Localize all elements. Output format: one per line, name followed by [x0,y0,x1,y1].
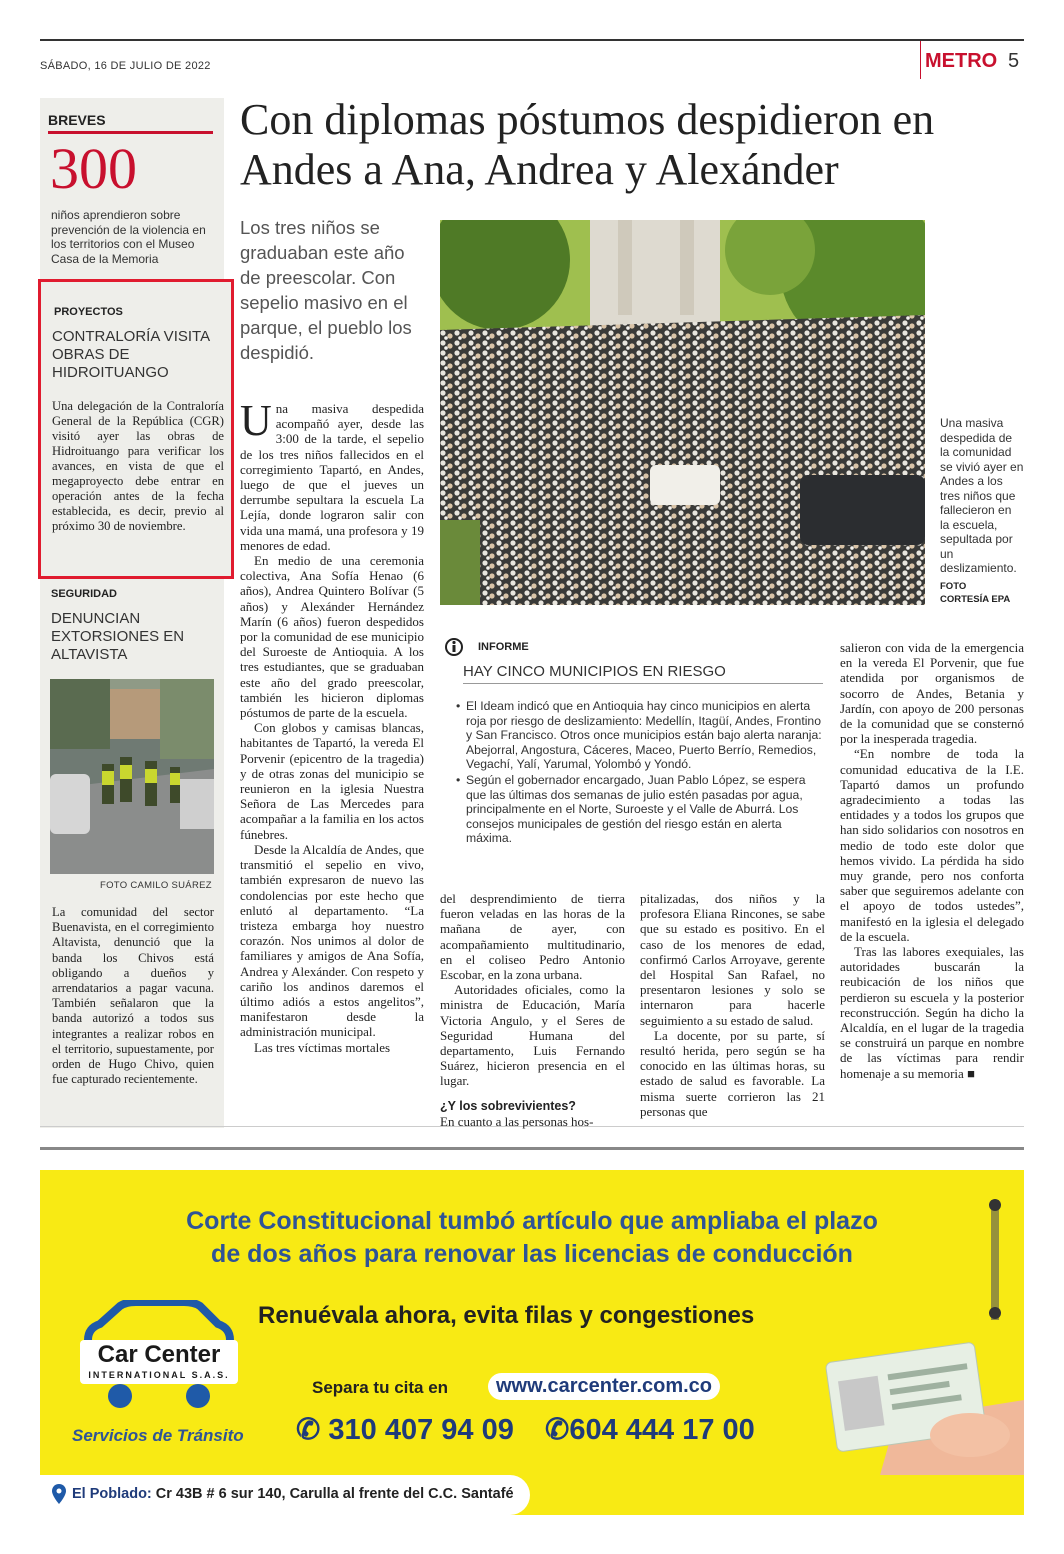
proyectos-text: Una delegación de la Contraloría General de la República (CGR) visitó ayer las obras de Hidroituango para verificar los avances, en vista de que el megaproyecto debe entrar en operación antes de la fecha establecida, es decir, previo al próximo 30 de noviembre. [52,399,224,533]
photo-caption: Una masiva despedida de la comunidad se vivió ayer en Andes a los tres niños que fallecieron en la escuela, sepultada por un deslizamiento. [940,416,1024,575]
paragraph: “En nombre de toda la comunidad educativa de la I.E. Tapartó damos un profundo agradecimiento a todas las entidades y a todos los grupos que han sido solidarios con nosotros en medio de todo este dolor que hemos vivido. La pérdida ha sido muy grande, pero nos conforta saber que seguiremos adelante con el apoyo de todos ustedes”, manifestó en la iglesia el delegado de la escuela. [840,746,1024,944]
photo-credit-label: FOTO [940,581,967,592]
page-number: 5 [1008,50,1020,72]
ad-address-label: El Poblado: [72,1486,152,1502]
ad-top-rule [40,1147,1024,1150]
article-deck: Los tres niños se graduaban este año de preescolar. Con sepelio masivo en el parque, el pueblo los despidió. [240,217,412,363]
location-pin-icon [52,1484,66,1504]
article-column-4 [840,640,1024,1081]
paragraph: na masiva despedida acompañó ayer, desde las 3:00 de la tarde, el sepelio de los tres niños fallecidos en el corregimiento Tapartó, en Andes, luego de que el jueves un derrumbe sepultara la escuela La Lejía, donde lograron salir con vida una mamá, una profesora y 19 menores de edad. [240,401,424,553]
ad-phone-number: 310 407 94 09 [328,1414,514,1446]
article-column-1 [240,396,424,1055]
seguridad-headline: DENUNCIAN EXTORSIONES EN ALTAVISTA [51,610,185,663]
ad-title-line: de dos años para renovar las licencias de conducción [211,1240,853,1268]
car-center-logo [80,1300,238,1420]
seguridad-photo [50,679,214,874]
main-photo-crowd [440,220,925,605]
ad-address [72,1486,514,1502]
informe-label: INFORME [478,641,529,653]
vigilado-supertransporte-seal [985,1195,1005,1325]
phone-icon: ✆ [545,1414,570,1446]
ad-url-link[interactable]: www.carcenter.com.co [488,1373,720,1400]
ad-servicios: Servicios de Tránsito [72,1426,244,1445]
paragraph: En cuanto a las personas hos- [440,1113,594,1129]
breves-label: BREVES [48,112,106,128]
article-headline: Con diplomas póstumos despidieron en Andes a Ana, Andrea y Alexánder [240,95,935,194]
ad-subtitle: Renuévala ahora, evita filas y congestiones [258,1302,755,1329]
seguridad-label: SEGURIDAD [51,588,118,600]
whatsapp-icon: ✆ [296,1414,321,1446]
paragraph: Tras las labores exequiales, las autoridades buscarán la reubicación de los niños que perdieron su escuela y la posterior reconstrucción. Según ha dicho la Alcaldía, en el lugar de la tragedia se construirá un parque en nombre de las víctimas para rendir homenaje a su memoria ■ [840,944,1024,1081]
paragraph: pitalizadas, dos niños y la profesora Eliana Rincones, se sabe que su estado es positivo. En el caso de los menores de edad, confirmó Carlos Arroyave, gerente del Hospital San Rafael, no presentaron lesiones y solo se internaron para hacerle seguimiento a su estado de salud. [640,891,825,1028]
paragraph: En medio de una ceremonia colectiva, Ana Sofía Henao (6 años), Andrea Quintero Bolívar (5 años) y Alexánder Hernández Marín (6 años) fueron despedidos por la comunidad de ese municipio del Suroeste de Antioquia. A los tres estudiantes, que se graduaban este año del grado preescolar, también les hicieron diplomas póstumos de parte de la escuela. [240,553,424,721]
seguridad-photo-credit: FOTO CAMILO SUÁREZ [100,880,212,891]
ad-title-line: Corte Constitucional tumbó artículo que ampliaba el plazo [186,1207,878,1235]
license-card-hand-image [820,1330,1024,1475]
logo-subtext: INTERNATIONAL S.A.S. [88,1370,230,1380]
ad-phone-number: 604 444 17 00 [569,1414,755,1446]
issue-date: SÁBADO, 16 DE JULIO DE 2022 [40,60,211,72]
article-column-3 [640,891,825,1119]
seguridad-text: La comunidad del sector Buenavista, en el corregimiento Altavista, denunció que la banda los Chivos está obligando a dueños y arrendatarios a pagar vacuna. También señalaron que la banda autorizó a todos sus integrantes a realizar robos en el territorio, supuestamente, por orden de Hugo Chivo, quien fue capturado recientemente. [52,905,214,1087]
informe-bullet: • Según el gobernador encargado, Juan Pablo López, se espera que las últimas dos semanas de julio estén pasadas por agua, principalmente en el Norte, Suroeste y el Valle de Aburrá. Los consejos municipales de gestión del riesgo están en alerta máxima. [456,773,826,846]
breves-rule [48,131,213,134]
photo-credit [940,580,1010,606]
dropcap: U [240,396,272,445]
paragraph: Autoridades oficiales, como la ministra de Educación, María Victoria Angulo, y el Seres de Seguridad Humana del departamento, Luis Fernando Suárez, hicieron presencia en el lugar. [440,982,625,1089]
paragraph: Desde la Alcaldía de Andes, que transmitió el sepelio en vivo, también expresaron de nuevo las condolencias por este hecho que enlutó al departamento. “La tristeza embarga hoy nuestro corazón. Nos unimos al dolor de familiares y amigos de Ana Sofía, Andrea y Alexánder. Con respeto y cariño los andinos daremos el último adiós a estos angelitos”, manifestaron desde la administración municipal. [240,841,424,1040]
ad-cita-label: Separa tu cita en [312,1378,449,1397]
section-name: METRO [925,50,998,72]
paragraph: Con globos y camisas blancas, habitantes de Tapartó, la vereda El Porvenir (epicentro de la tragedia) y de otras zonas del municipio se reunieron en la iglesia Nuestra Señora de Las Mercedes para acompañar a la familia en los actos fúnebres. [240,720,424,842]
big-number: 300 [50,136,137,201]
ad-phone-landline[interactable] [545,1412,755,1447]
proyectos-label: PROYECTOS [54,306,123,318]
ad-title [0,1205,1064,1271]
informe-headline: HAY CINCO MUNICIPIOS EN RIESGO [463,663,726,680]
subhead: ¿Y los sobrevivientes? [440,1098,576,1113]
logo-text: Car Center [97,1341,221,1368]
big-number-text: niños aprendieron sobre prevención de la violencia en los territorios con el Museo Casa de la Memoria [51,208,206,266]
ad-phone-whatsapp[interactable] [296,1412,514,1447]
informe-icon [445,636,463,658]
informe-bullet: • El Ideam indicó que en Antioquia hay cinco municipios en alerta roja por riesgo de deslizamiento: Medellín, Itagüí, Andes, Frontino y San Francisco. Otros once municipios están bajo alerta naranja: Abejorral, Angostura, Cáceres, Maceo, Puerto Berrío, Remedios, Vegachí, Yalí, Yarumal, Yolombó y Yondó. [456,699,826,772]
paragraph: La docente, por su parte, sí resultó herida, pero según se ha conocido en las últimas horas, su estado de salud es favorable. La misma suerte corrieron las 21 personas que [640,1027,825,1119]
top-rule [40,39,1024,41]
photo-credit-source: CORTESÍA EPA [940,594,1011,605]
informe-rule [463,683,823,684]
paragraph: salieron con vida de la emergencia en la vereda El Porvenir, que fue atendida por organismos de socorro de Andes, Betania y Jardín, con apoyo de 200 personas de la comunidad que se consternó por la inesperada tragedia. [840,640,1024,747]
ad-address-text: Cr 43B # 6 sur 140, Carulla al frente del C.C. Santafé [155,1486,514,1502]
informe-bullets [456,699,826,847]
proyectos-headline: CONTRALORÍA VISITA OBRAS DE HIDROITUANGO [52,328,210,381]
paragraph: Las tres víctimas mortales [254,1039,391,1055]
article-column-2 [440,891,625,1129]
paragraph: del desprendimiento de tierra fueron veladas en las horas de la mañana de ayer, con acompañamiento multitudinario, en el coliseo Pedro Antonio Escobar, en la zona urbana. [440,891,625,983]
